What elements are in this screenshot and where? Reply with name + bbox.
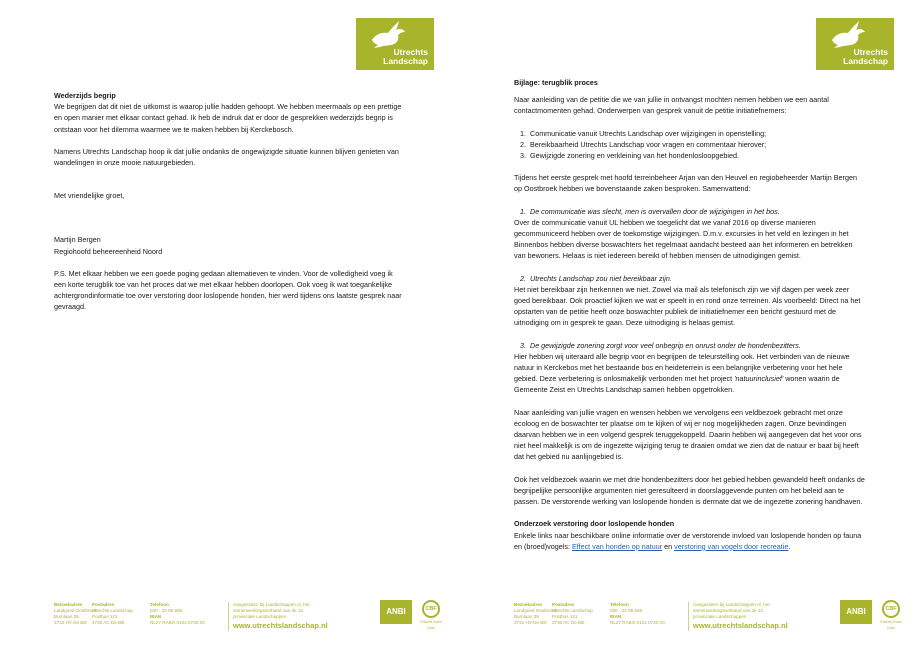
utrechts-landschap-logo bbox=[356, 18, 434, 70]
footer-affiliation: Aangesloten bij Landschappen.nl, het samenwerkingsverband van de 12 provinciale Landschappen www.utrechtslandschap.nl bbox=[688, 602, 772, 631]
logo-text: Utrechts Landschap bbox=[843, 47, 888, 66]
paragraph: Tijdens het eerste gesprek met hoofd terreinbeheer Arjan van den Heuvel en regiobeheerder Martijn Bergen op Oostbroek hebben we bovenstaande zaken besproken. Samenvattend: bbox=[514, 173, 857, 194]
footer-postal-address: Postadres Utrechts Landschap Postbus 121 3730 AC De Bilt bbox=[92, 602, 133, 625]
paragraph: Naar aanleiding van jullie vragen en wensen hebben we vervolgens een veldbezoek gebracht met onze ecoloog en de boswachter ter plaatse om te kijken of wij er nog mogelijkheden zagen. Onze bevindingen daarvan hebben we in een volgend gesprek teruggekoppeld. Daarin hebben wij aangegeven dat het voor ons niet heel makkelijk is om de ingezette wijziging terug te draaien omdat we zien dat de natuur er baat bij heeft dat het gebied nu aanlijngebied is. bbox=[514, 407, 862, 462]
cbf-logo: CBF Erkend Goed Doel bbox=[880, 600, 902, 624]
page-footer bbox=[514, 598, 906, 634]
cbf-logo: CBF Erkend Goed Doel bbox=[420, 600, 442, 624]
footer-visit-address: Bezoekadres Landgoed Oostbroek Burnlaan 39 3732 HV De Bilt bbox=[54, 602, 97, 625]
list-item: 2. Bereikbaarheid Utrechts Landschap voor vragen en commentaar hierover; bbox=[520, 139, 767, 149]
paragraph: Enkele links naar beschikbare online informatie over de verstorende invloed van loslopende honden op fauna en (broed)vogels: Effect van honden op natuur en verstoring van vogels door recreatie. bbox=[514, 530, 862, 551]
research-heading: Onderzoek verstoring door loslopende honden bbox=[514, 519, 675, 529]
section-heading: Wederzijds begrip bbox=[54, 91, 116, 100]
section-title: 1. De communicatie was slecht, men is overvallen door de wijzigingen in het bos. bbox=[520, 206, 780, 216]
link-bird-disturbance[interactable]: verstoring van vogels door recreatie bbox=[674, 541, 789, 551]
paragraph: Ook het veldbezoek waarin we met drie hondenbezitters door het gebied hebben gewandeld heeft ondanks de begrijpelijke persoonlijke argumenten niet geresulteerd in doorslaggevende punten om het beleid aan te passen. De verstorende werking van loslopende honden is dermate dat we de ingezette zonering handhaven. bbox=[514, 474, 865, 507]
website-link[interactable]: www.utrechtslandschap.nl bbox=[693, 621, 788, 630]
letter-page-right bbox=[460, 0, 920, 648]
closing-greeting: Met vriendelijke groet, bbox=[54, 191, 125, 201]
page-footer bbox=[54, 598, 446, 634]
list-item: 3. Gewijzigde zonering en verkleining van het hondenlosloopgebied. bbox=[520, 151, 739, 161]
hare-icon bbox=[826, 20, 868, 50]
footer-affiliation: Aangesloten bij Landschappen.nl, het samenwerkingsverband van de 12 provinciale Landschappen www.utrechtslandschap.nl bbox=[228, 602, 312, 631]
paragraph: Namens Utrechts Landschap hoop ik dat jullie ondanks de ongewijzigde situatie kunnen blijven genieten van wandelingen in onze mooie natuurgebieden. bbox=[54, 146, 399, 168]
paragraph: Naar aanleiding van de petitie die we van jullie in ontvangst mochten nemen hebben we een aantal contactmomenten gehad. Onderwerpen van gesprek vanuit de petitie initiatiefnemers: bbox=[514, 95, 829, 116]
section-title: 2. Utrechts Landschap zou niet bereikbaar zijn. bbox=[520, 273, 672, 283]
paragraph: Over de communicatie vanuit UL hebben we toegelicht dat we vanaf 2016 op diverse manieren gecommuniceerd hebben over de toekomstige wijzigingen. D.m.v. excursies in het veld en lezingen in het Binnenbos hebben diverse boswachters het regelmaat aandacht besteed aan het informeren en betrekken van bewoners. Helaas is niet iedereen bereikt of hebben mensen de uitnodigingen gemist. bbox=[514, 217, 853, 261]
footer-contact: Telefoon 030 - 22 95 555 IBAN NL27 RABO 0102 0730 20 bbox=[150, 602, 205, 625]
paragraph: Het niet bereikbaar zijn herkennen we niet. Zowel via mail als telefonisch zijn we vijf dagen per week zeer goed bereikbaar. Ook proactief kijken we wat er speelt in en rond onze terreinen. Als voorbeeld: Direct na het opstarten van de petitie heeft onze boswachter publiek de initiatiefnemer een bericht gestuurd met de uitnodiging om in gesprek te gaan. Deze uitnodiging is helaas gemist. bbox=[514, 284, 861, 328]
anbi-logo: ANBI bbox=[840, 600, 872, 624]
website-link[interactable]: www.utrechtslandschap.nl bbox=[233, 621, 328, 630]
anbi-logo: ANBI bbox=[380, 600, 412, 624]
paragraph: We begrijpen dat dit niet de uitkomst is waarop jullie hadden gehoopt. We hebben meermaals op een prettige en open manier met elkaar contact gehad. Ik heb de indruk dat er door de gesprekken wederzijds begrip is ontstaan voor het dilemma waarmee we te maken hebben bij Kerckebosch. bbox=[54, 102, 402, 134]
utrechts-landschap-logo bbox=[816, 18, 894, 70]
topic-list bbox=[514, 128, 866, 162]
appendix-heading: Bijlage: terugblik proces bbox=[514, 78, 598, 87]
letter-body bbox=[54, 90, 406, 324]
footer-postal-address: Postadres Utrechts Landschap Postbus 121 3730 AC De Bilt bbox=[552, 602, 593, 625]
hare-icon bbox=[366, 20, 408, 50]
footer-visit-address: Bezoekadres Landgoed Oostbroek Burnlaan 39 3732 HV De Bilt bbox=[514, 602, 557, 625]
appendix-body bbox=[514, 77, 866, 563]
footer-contact: Telefoon 030 - 22 95 555 IBAN NL27 RABO 0102 0730 20 bbox=[610, 602, 665, 625]
section-title: 3. De gewijzigde zonering zorgt voor veel onbegrip en onrust onder de hondenbezitters. bbox=[520, 340, 801, 350]
list-item: 1. Communicatie vanuit Utrechts Landschap over wijzigingen in openstelling; bbox=[520, 128, 767, 138]
paragraph: Hier hebben wij uiteraard alle begrip voor en begrijpen de teleurstelling ook. Het verbinden van de nieuwe natuur in Kerckebos met het bestaande bos en heideterrein is een belangrijke verbetering voor het hele gebied. Deze verbetering is onlosmakelijk verbonden met het project 'natuurinclusief' wonen waarin de Gemeente Zeist en Utrechts Landschap samen hebben opgetrokken. bbox=[514, 351, 850, 395]
signatory-name: Martijn Bergen bbox=[54, 235, 101, 245]
logo-text: Utrechts Landschap bbox=[383, 47, 428, 66]
postscript: P.S. Met elkaar hebben we een goede poging gedaan alternatieven te vinden. Voor de volledigheid voeg ik een korte terugblik toe van het proces dat we met elkaar hebben doorlopen. Ook voeg ik wat toegankelijke achtergrondinformatie toe over verstoring door loslopende honden, hier werd tijdens ons laatste gesprek naar gevraagd. bbox=[54, 268, 402, 312]
signatory-role: Regiohoofd beheereenheid Noord bbox=[54, 246, 163, 256]
link-effect-dogs-nature[interactable]: Effect van honden op natuur bbox=[571, 541, 663, 551]
